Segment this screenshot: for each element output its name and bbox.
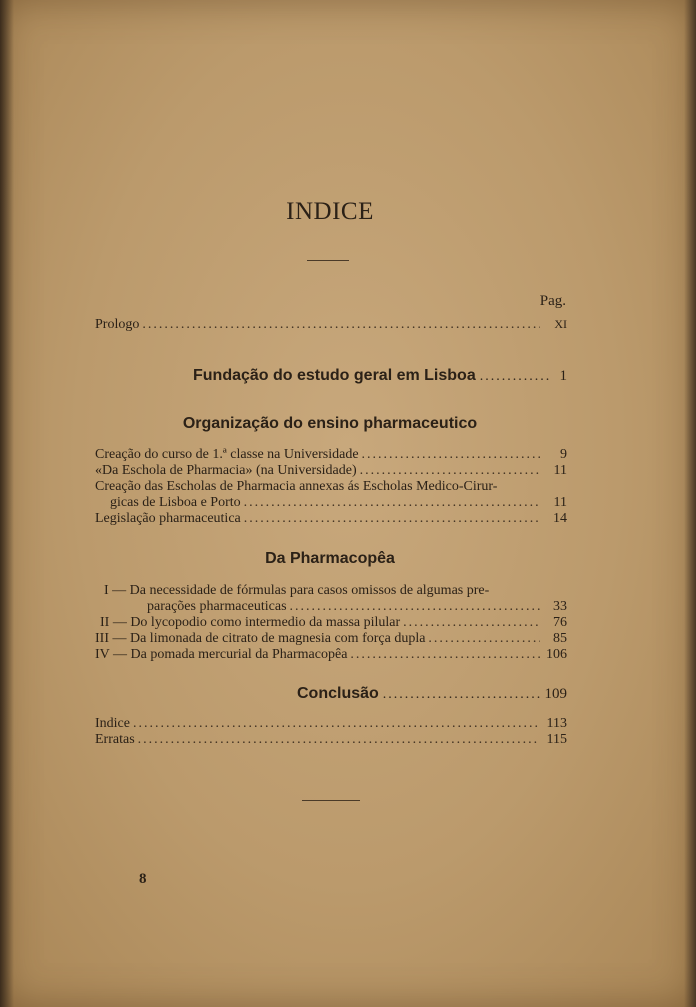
signature-mark: 8 — [139, 871, 147, 887]
toc-entry-page: 11 — [553, 463, 567, 478]
dot-leader — [350, 646, 540, 663]
dot-leader — [138, 731, 540, 748]
page-left-edge — [0, 0, 14, 1007]
toc-entry-page: 14 — [553, 511, 567, 526]
page-right-edge — [684, 0, 696, 1007]
toc-entry-page: 115 — [546, 732, 567, 747]
dot-leader — [428, 630, 540, 647]
section-page: 1 — [559, 368, 567, 384]
section-heading: Fundação do estudo geral em Lisboa — [193, 367, 476, 384]
toc-entry-text: parações pharmaceuticas — [147, 599, 287, 614]
dot-leader — [133, 715, 540, 732]
dot-leader — [290, 598, 540, 615]
toc-entry-text: Creação das Escholas de Pharmacia annexas ás Escholas Medico-Cirur- — [95, 479, 498, 494]
closing-rule — [302, 800, 360, 801]
page-column-label: Pag. — [539, 293, 566, 309]
toc-entry — [95, 478, 567, 495]
dot-leader — [383, 685, 541, 705]
toc-entry-page: 106 — [546, 647, 567, 662]
section-heading: Da Pharmacopêa — [265, 550, 395, 567]
section-heading-row — [193, 366, 567, 386]
toc-entry — [110, 494, 567, 511]
dot-leader — [244, 510, 540, 527]
section-page: 109 — [544, 686, 567, 702]
page-title: INDICE — [286, 198, 374, 225]
section-heading: Organização do ensino pharmaceutico — [182, 415, 478, 432]
toc-entry — [95, 630, 567, 647]
toc-entry-text: II — Do lycopodio como intermedio da massa pilular — [100, 615, 401, 630]
dot-leader — [244, 494, 540, 511]
toc-entry-page: 9 — [560, 447, 567, 462]
toc-entry — [100, 614, 567, 631]
toc-entry — [104, 582, 567, 599]
toc-entry-text: Creação do curso de 1.ª classe na Universidade — [95, 447, 359, 462]
toc-entry — [95, 510, 567, 527]
toc-entry-text: Legislação pharmaceutica — [95, 511, 241, 526]
toc-entry-text: III — Da limonada de citrato de magnesia com força dupla — [95, 631, 426, 646]
toc-entry-text: I — Da necessidade de fórmulas para casos omissos de algumas pre- — [104, 583, 490, 598]
toc-entry — [95, 715, 567, 732]
toc-entry — [95, 446, 567, 463]
toc-entry-page: XI — [554, 317, 567, 331]
toc-entry-text: Erratas — [95, 732, 135, 747]
toc-entry-page: 76 — [553, 615, 567, 630]
toc-entry-text: IV — Da pomada mercurial da Pharmacopêa — [95, 647, 348, 662]
dot-leader — [480, 367, 549, 387]
toc-entry-text: gicas de Lisboa e Porto — [110, 495, 241, 510]
toc-entry — [95, 316, 567, 333]
dot-leader — [142, 316, 540, 333]
toc-entry — [95, 462, 567, 479]
toc-entry-text: Prologo — [95, 317, 140, 332]
toc-entry-page: 11 — [553, 495, 567, 510]
toc-entry-page: 33 — [553, 599, 567, 614]
dot-leader — [360, 462, 540, 479]
toc-entry-page: 113 — [546, 716, 567, 731]
title-rule — [307, 260, 349, 261]
section-heading: Conclusão — [297, 685, 379, 702]
toc-entry-text: «Da Eschola de Pharmacia» (na Universidade) — [95, 463, 357, 478]
toc-entry — [147, 598, 567, 615]
dot-leader — [403, 614, 540, 631]
toc-entry-text: Indice — [95, 716, 130, 731]
toc-entry — [95, 646, 567, 663]
dot-leader — [362, 446, 540, 463]
toc-entry — [95, 731, 567, 748]
toc-entry-page: 85 — [553, 631, 567, 646]
section-heading-row — [297, 684, 567, 704]
